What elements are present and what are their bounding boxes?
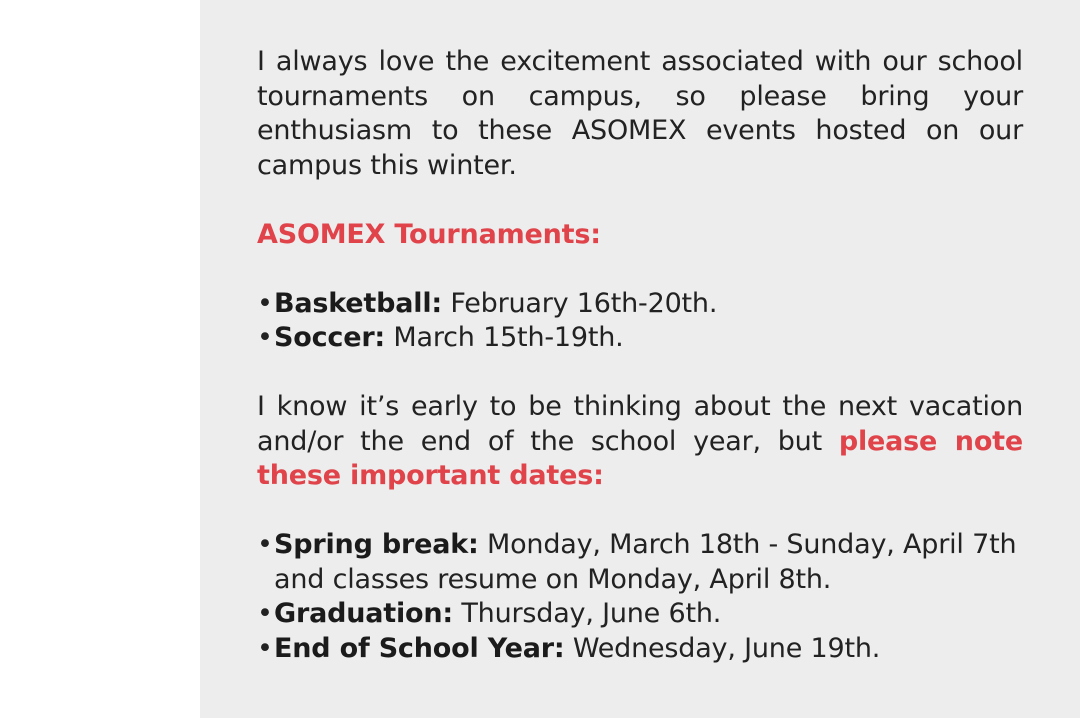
spacer [257, 356, 1023, 391]
list-item-graduation [257, 597, 1023, 632]
spacer [257, 494, 1023, 529]
event-detail: March 15th-19th. [385, 322, 624, 353]
dates-note-highlight: please note these important dates: [257, 425, 1023, 491]
left-margin [0, 0, 200, 718]
list-item-basketball [257, 287, 1023, 322]
date-detail: Monday, March 18th - Sunday, April 7th and classes resume on Monday, April 8th. [274, 529, 1017, 595]
date-detail: Thursday, June 6th. [453, 598, 722, 629]
bullet-icon: • [257, 322, 273, 353]
newsletter-content [257, 45, 1023, 666]
event-detail: February 16th-20th. [441, 287, 718, 319]
dates-note-text: I know it’s early to be thinking about the next vacation and/or the end of the school year, but [257, 391, 1023, 457]
tournaments-heading: ASOMEX Tournaments: [257, 218, 601, 250]
intro-paragraph: I always love the excitement associated with our school tournaments on campus, so please bring your enthusiasm to these ASOMEX events hosted on our campus this winter. [257, 46, 1023, 181]
date-term: End of School Year: [274, 632, 565, 664]
list-item-soccer [257, 321, 1023, 356]
event-term: Soccer: [274, 322, 386, 353]
bullet-icon: • [257, 632, 273, 664]
bullet-icon: • [257, 287, 273, 319]
bullet-icon: • [257, 598, 273, 629]
date-term: Graduation: [274, 598, 453, 629]
tournaments-list [257, 287, 1023, 356]
list-item-end-of-school-year [257, 632, 1023, 667]
list-item-spring-break [257, 528, 1023, 597]
date-detail: Wednesday, June 19th. [564, 632, 881, 664]
date-term: Spring break: [274, 529, 479, 560]
bullet-icon: • [257, 529, 273, 560]
dates-note-paragraph [257, 390, 1023, 494]
event-term: Basketball: [274, 287, 442, 319]
important-dates-list [257, 528, 1023, 666]
